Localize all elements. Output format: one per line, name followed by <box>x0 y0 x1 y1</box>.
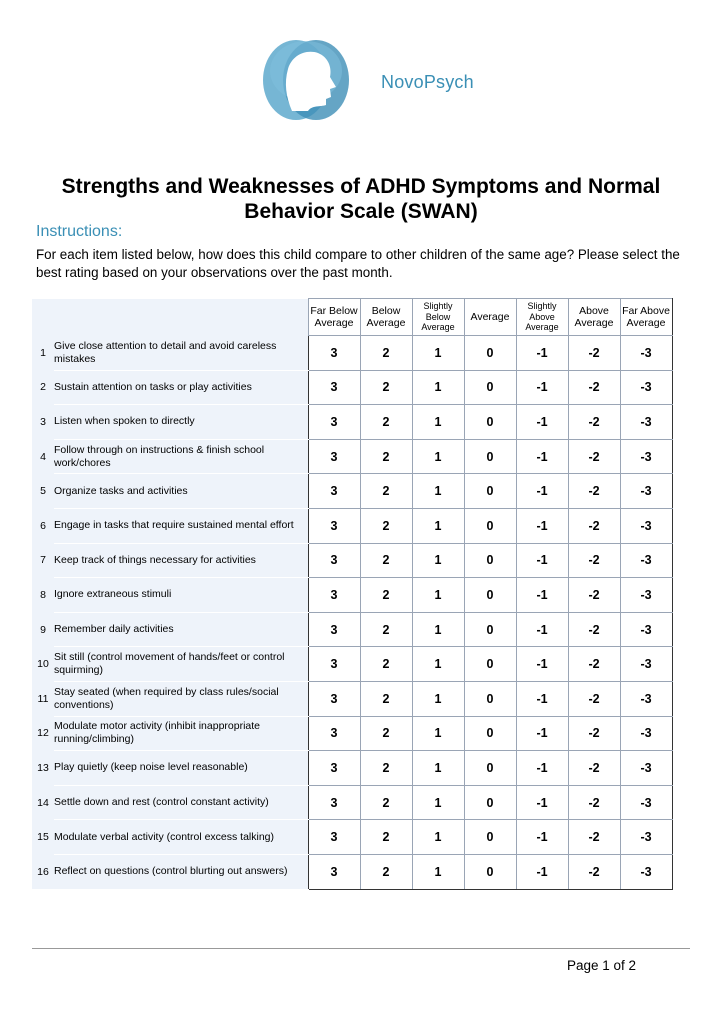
col-header-line1: Slightly <box>527 301 557 312</box>
col-header-far-below-average <box>308 299 360 336</box>
rating-option[interactable]: 1 <box>412 543 464 578</box>
table-row <box>32 681 672 716</box>
rating-option[interactable]: 2 <box>360 474 412 509</box>
rating-option[interactable]: 2 <box>360 612 412 647</box>
rating-option[interactable]: 1 <box>412 785 464 820</box>
col-header-line2: Average <box>314 317 354 329</box>
rating-option[interactable]: 1 <box>412 474 464 509</box>
rating-option[interactable]: 0 <box>464 785 516 820</box>
rating-option[interactable]: 3 <box>308 508 360 543</box>
col-header-line1: Far Below <box>310 305 358 317</box>
rating-table-body <box>32 336 672 890</box>
rating-option[interactable]: 1 <box>412 439 464 474</box>
rating-option[interactable]: -1 <box>516 543 568 578</box>
table-row <box>32 785 672 820</box>
table-row <box>32 370 672 405</box>
rating-option[interactable]: -1 <box>516 508 568 543</box>
item-text: Sit still (control movement of hands/feet or control squirming) <box>54 647 308 682</box>
col-header-line2: Below <box>425 311 451 322</box>
table-row <box>32 578 672 613</box>
rating-option[interactable]: 2 <box>360 336 412 371</box>
col-header-line1: Above <box>579 305 609 317</box>
page-title <box>0 174 722 224</box>
page-number: Page 1 of 2 <box>567 958 637 973</box>
table-row <box>32 612 672 647</box>
item-number: 9 <box>32 612 54 647</box>
rating-option[interactable]: 2 <box>360 543 412 578</box>
rating-option[interactable]: 3 <box>308 474 360 509</box>
item-number: 11 <box>32 681 54 716</box>
col-header-line1: Below <box>371 305 401 317</box>
item-text: Organize tasks and activities <box>54 474 308 509</box>
rating-option[interactable]: 2 <box>360 751 412 786</box>
rating-option[interactable]: 1 <box>412 647 464 682</box>
rating-option[interactable]: -3 <box>620 474 672 509</box>
rating-option[interactable]: 3 <box>308 336 360 371</box>
rating-option[interactable]: -3 <box>620 716 672 751</box>
rating-option[interactable]: -2 <box>568 508 620 543</box>
rating-option[interactable]: 2 <box>360 439 412 474</box>
item-text: Give close attention to detail and avoid careless mistakes <box>54 336 308 371</box>
col-header-line2: Average <box>366 317 406 329</box>
rating-option[interactable]: 1 <box>412 370 464 405</box>
rating-option[interactable]: -3 <box>620 508 672 543</box>
rating-option[interactable]: 1 <box>412 336 464 371</box>
col-header-line1: Far Above <box>622 305 670 317</box>
col-header-line3: Average <box>525 322 559 333</box>
item-number: 2 <box>32 370 54 405</box>
rating-option[interactable]: 3 <box>308 439 360 474</box>
col-header-slightly-below-average <box>412 299 464 336</box>
item-text: Play quietly (keep noise level reasonable) <box>54 751 308 786</box>
rating-option[interactable]: 3 <box>308 612 360 647</box>
item-number: 8 <box>32 578 54 613</box>
rating-option[interactable]: 3 <box>308 681 360 716</box>
col-header-line2: Average <box>574 317 614 329</box>
rating-option[interactable]: 0 <box>464 474 516 509</box>
rating-option[interactable]: 0 <box>464 854 516 889</box>
col-header-line1: Average <box>470 311 510 323</box>
rating-option[interactable]: 0 <box>464 439 516 474</box>
title-line-2: Behavior Scale (SWAN) <box>244 200 478 223</box>
rating-option[interactable]: -3 <box>620 820 672 855</box>
rating-option[interactable]: -1 <box>516 716 568 751</box>
rating-option[interactable]: -1 <box>516 681 568 716</box>
rating-option[interactable]: -1 <box>516 785 568 820</box>
item-text: Remember daily activities <box>54 612 308 647</box>
col-header-far-above-average <box>620 299 672 336</box>
rating-option[interactable]: 1 <box>412 612 464 647</box>
rating-option[interactable]: 2 <box>360 681 412 716</box>
rating-option[interactable]: -2 <box>568 681 620 716</box>
rating-option[interactable]: -2 <box>568 578 620 613</box>
item-number: 5 <box>32 474 54 509</box>
rating-option[interactable]: -1 <box>516 439 568 474</box>
header-blank <box>32 299 308 336</box>
item-number: 13 <box>32 751 54 786</box>
rating-option[interactable]: -3 <box>620 612 672 647</box>
rating-option[interactable]: 1 <box>412 751 464 786</box>
item-text: Keep track of things necessary for activities <box>54 543 308 578</box>
rating-option[interactable]: -1 <box>516 854 568 889</box>
rating-option[interactable]: -2 <box>568 785 620 820</box>
rating-option[interactable]: 2 <box>360 716 412 751</box>
rating-option[interactable]: 3 <box>308 785 360 820</box>
rating-option[interactable]: -2 <box>568 439 620 474</box>
col-header-below-average <box>360 299 412 336</box>
rating-option[interactable]: -2 <box>568 405 620 440</box>
rating-option[interactable]: 3 <box>308 578 360 613</box>
rating-option[interactable]: 0 <box>464 820 516 855</box>
table-row <box>32 716 672 751</box>
col-header-line2: Average <box>626 317 666 329</box>
table-row <box>32 543 672 578</box>
rating-option[interactable]: 2 <box>360 785 412 820</box>
col-header-line3: Average <box>421 322 455 333</box>
head-profile-icon <box>256 33 356 128</box>
rating-table <box>32 298 673 890</box>
table-row <box>32 820 672 855</box>
item-text: Sustain attention on tasks or play activities <box>54 370 308 405</box>
item-number: 4 <box>32 439 54 474</box>
header-row <box>32 299 672 336</box>
item-text: Settle down and rest (control constant activity) <box>54 785 308 820</box>
rating-option[interactable]: 1 <box>412 681 464 716</box>
item-text: Stay seated (when required by class rules/social conventions) <box>54 681 308 716</box>
table-row <box>32 405 672 440</box>
rating-option[interactable]: 3 <box>308 370 360 405</box>
rating-option[interactable]: -2 <box>568 543 620 578</box>
rating-option[interactable]: 0 <box>464 578 516 613</box>
rating-option[interactable]: 3 <box>308 820 360 855</box>
rating-option[interactable]: 1 <box>412 405 464 440</box>
col-header-slightly-above-average <box>516 299 568 336</box>
item-text: Ignore extraneous stimuli <box>54 578 308 613</box>
rating-option[interactable]: 0 <box>464 405 516 440</box>
rating-option[interactable]: 0 <box>464 336 516 371</box>
rating-option[interactable]: 0 <box>464 681 516 716</box>
rating-option[interactable]: -3 <box>620 751 672 786</box>
rating-option[interactable]: -1 <box>516 405 568 440</box>
col-header-line1: Slightly <box>423 301 453 312</box>
rating-option[interactable]: 0 <box>464 612 516 647</box>
instructions-heading: Instructions: <box>36 223 123 240</box>
rating-option[interactable]: 3 <box>308 716 360 751</box>
rating-option[interactable]: 2 <box>360 405 412 440</box>
rating-option[interactable]: -3 <box>620 578 672 613</box>
item-text: Listen when spoken to directly <box>54 405 308 440</box>
item-text: Engage in tasks that require sustained mental effort <box>54 508 308 543</box>
table-row <box>32 751 672 786</box>
col-header-average <box>464 299 516 336</box>
table-row <box>32 336 672 371</box>
rating-option[interactable]: -1 <box>516 370 568 405</box>
rating-option[interactable]: -3 <box>620 405 672 440</box>
rating-option[interactable]: 1 <box>412 820 464 855</box>
item-number: 1 <box>32 336 54 371</box>
rating-option[interactable]: -3 <box>620 681 672 716</box>
rating-option[interactable]: -3 <box>620 336 672 371</box>
item-number: 15 <box>32 820 54 855</box>
table-row <box>32 647 672 682</box>
rating-option[interactable]: -3 <box>620 647 672 682</box>
rating-option[interactable]: -3 <box>620 370 672 405</box>
rating-option[interactable]: 0 <box>464 716 516 751</box>
col-header-line2: Above <box>529 311 555 322</box>
col-header-above-average <box>568 299 620 336</box>
rating-option[interactable]: -2 <box>568 647 620 682</box>
rating-option[interactable]: -1 <box>516 612 568 647</box>
item-number: 3 <box>32 405 54 440</box>
rating-option[interactable]: -1 <box>516 820 568 855</box>
rating-option[interactable]: -1 <box>516 336 568 371</box>
rating-option[interactable]: -3 <box>620 854 672 889</box>
footer-divider <box>32 948 690 949</box>
rating-option[interactable]: -1 <box>516 578 568 613</box>
rating-option[interactable]: 0 <box>464 647 516 682</box>
rating-option[interactable]: 2 <box>360 820 412 855</box>
rating-option[interactable]: -1 <box>516 751 568 786</box>
item-text: Follow through on instructions & finish school work/chores <box>54 439 308 474</box>
rating-option[interactable]: -2 <box>568 612 620 647</box>
rating-option[interactable]: 2 <box>360 508 412 543</box>
rating-option[interactable]: 3 <box>308 543 360 578</box>
item-number: 6 <box>32 508 54 543</box>
brand-name: NovoPsych <box>381 72 474 92</box>
rating-option[interactable]: 1 <box>412 578 464 613</box>
rating-option[interactable]: 2 <box>360 578 412 613</box>
novopsych-logo <box>256 33 356 128</box>
rating-option[interactable]: -3 <box>620 543 672 578</box>
rating-option[interactable]: 2 <box>360 370 412 405</box>
rating-option[interactable]: 3 <box>308 647 360 682</box>
rating-option[interactable]: -1 <box>516 474 568 509</box>
item-number: 10 <box>32 647 54 682</box>
rating-option[interactable]: 0 <box>464 508 516 543</box>
title-line-1: Strengths and Weaknesses of ADHD Symptoms and Normal <box>61 175 661 198</box>
rating-option[interactable]: 2 <box>360 854 412 889</box>
rating-option[interactable]: -2 <box>568 751 620 786</box>
table-row <box>32 508 672 543</box>
item-number: 7 <box>32 543 54 578</box>
rating-option[interactable]: -3 <box>620 785 672 820</box>
item-text: Modulate verbal activity (control excess talking) <box>54 820 308 855</box>
rating-option[interactable]: -2 <box>568 820 620 855</box>
instructions-text: For each item listed below, how does this child compare to other children of the same age? Please select the best rating based on your observations over the past month. <box>36 247 680 280</box>
rating-option[interactable]: 0 <box>464 751 516 786</box>
rating-option[interactable]: 3 <box>308 854 360 889</box>
table-row <box>32 474 672 509</box>
rating-option[interactable]: 0 <box>464 370 516 405</box>
item-number: 16 <box>32 854 54 889</box>
rating-option[interactable]: 0 <box>464 543 516 578</box>
rating-option[interactable]: 1 <box>412 854 464 889</box>
rating-option[interactable]: -2 <box>568 716 620 751</box>
item-text: Reflect on questions (control blurting out answers) <box>54 854 308 889</box>
rating-option[interactable]: 3 <box>308 751 360 786</box>
rating-option[interactable]: -1 <box>516 647 568 682</box>
rating-option[interactable]: 3 <box>308 405 360 440</box>
item-text: Modulate motor activity (inhibit inappropriate running/climbing) <box>54 716 308 751</box>
rating-option[interactable]: -2 <box>568 854 620 889</box>
table-row <box>32 439 672 474</box>
table-row <box>32 854 672 889</box>
rating-option[interactable]: 1 <box>412 716 464 751</box>
rating-option[interactable]: -3 <box>620 439 672 474</box>
rating-option[interactable]: 2 <box>360 647 412 682</box>
item-number: 12 <box>32 716 54 751</box>
rating-option[interactable]: -2 <box>568 370 620 405</box>
item-number: 14 <box>32 785 54 820</box>
rating-option[interactable]: 1 <box>412 508 464 543</box>
rating-option[interactable]: -2 <box>568 474 620 509</box>
rating-option[interactable]: -2 <box>568 336 620 371</box>
